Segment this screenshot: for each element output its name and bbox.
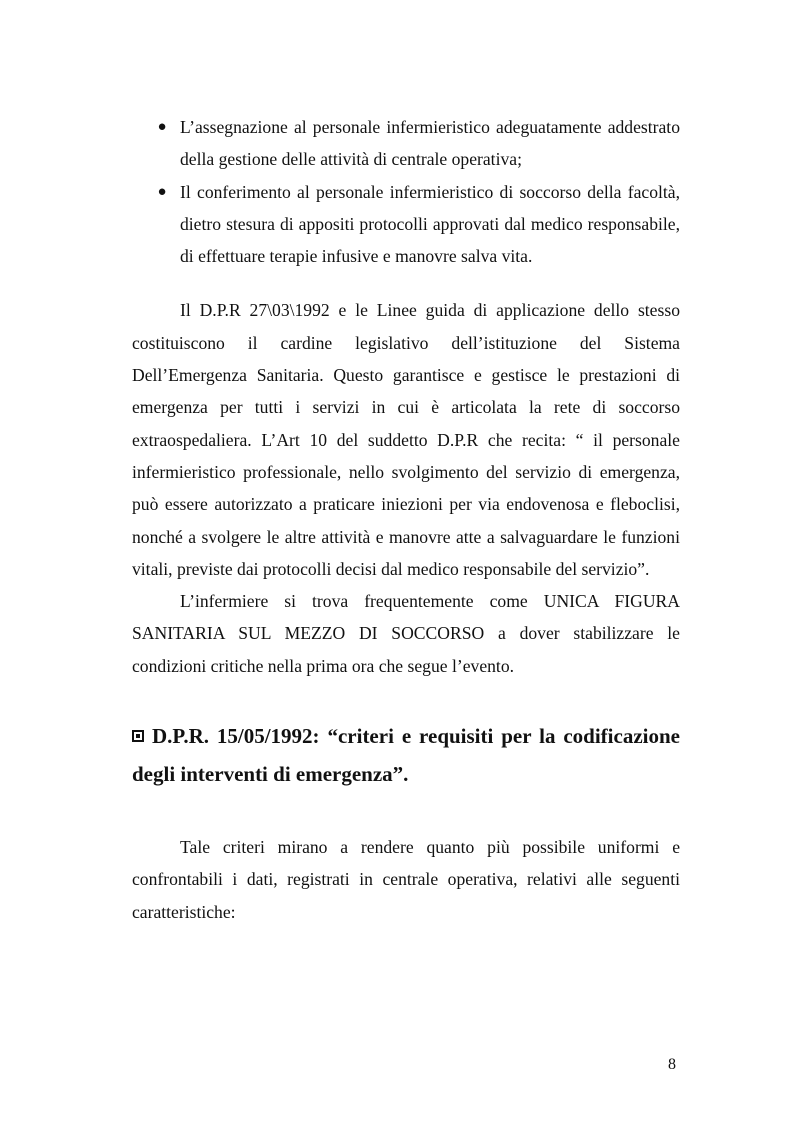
paragraph-infermiere: L’infermiere si trova frequentemente come UNICA FIGURA SANITARIA SUL MEZZO DI SOCCORSO a dover stabilizzare le condizioni critiche nella prima ora che segue l’evento. xyxy=(132,591,680,676)
bullet-text: Il conferimento al personale infermieristico di soccorso della facoltà, dietro stesura di appositi protocolli approvati dal medico responsabile, di effettuare terapie infusive e manovre salva vita. xyxy=(180,181,680,267)
bullet-icon: ● xyxy=(157,183,167,200)
list-item xyxy=(132,111,680,176)
section-heading xyxy=(132,717,680,793)
square-bullet-icon xyxy=(132,730,144,742)
bullet-icon: ● xyxy=(157,119,167,135)
list-item xyxy=(132,176,680,273)
page-number: 8 xyxy=(668,1056,676,1073)
bullet-list xyxy=(132,111,680,272)
document-page xyxy=(132,111,680,928)
paragraph-criteri: Tale criteri mirano a rendere quanto più possibile uniformi e confrontabili i dati, registrati in centrale operativa, relativi alle seguenti caratteristiche: xyxy=(132,837,680,922)
paragraph-dpr-1992: Il D.P.R 27\03\1992 e le Linee guida di applicazione dello stesso costituiscono il cardine legislativo dell’istituzione del Sistema Dell’Emergenza Sanitaria. Questo garantisce e gestisce le prestazioni di emergenza per tutti i servizi in cui è articolata la rete di soccorso extraospedaliera. L’Art 10 del suddetto D.P.R che recita: “ il personale infermieristico professionale, nello svolgimento del servizio di emergenza, può essere autorizzato a praticare iniezioni per via endovenosa e fleboclisi, nonché a svolgere le altre attività e manovre atte a salvaguardare le funzioni vitali, previste dai protocolli decisi dal medico responsabile del servizio”. xyxy=(132,300,680,579)
bullet-text: L’assegnazione al personale infermieristico adeguatamente addestrato della gestione delle attività di centrale operativa; xyxy=(180,117,680,170)
section-heading-text: D.P.R. 15/05/1992: “criteri e requisiti per la codificazione degli interventi di emergenza”. xyxy=(132,724,680,787)
